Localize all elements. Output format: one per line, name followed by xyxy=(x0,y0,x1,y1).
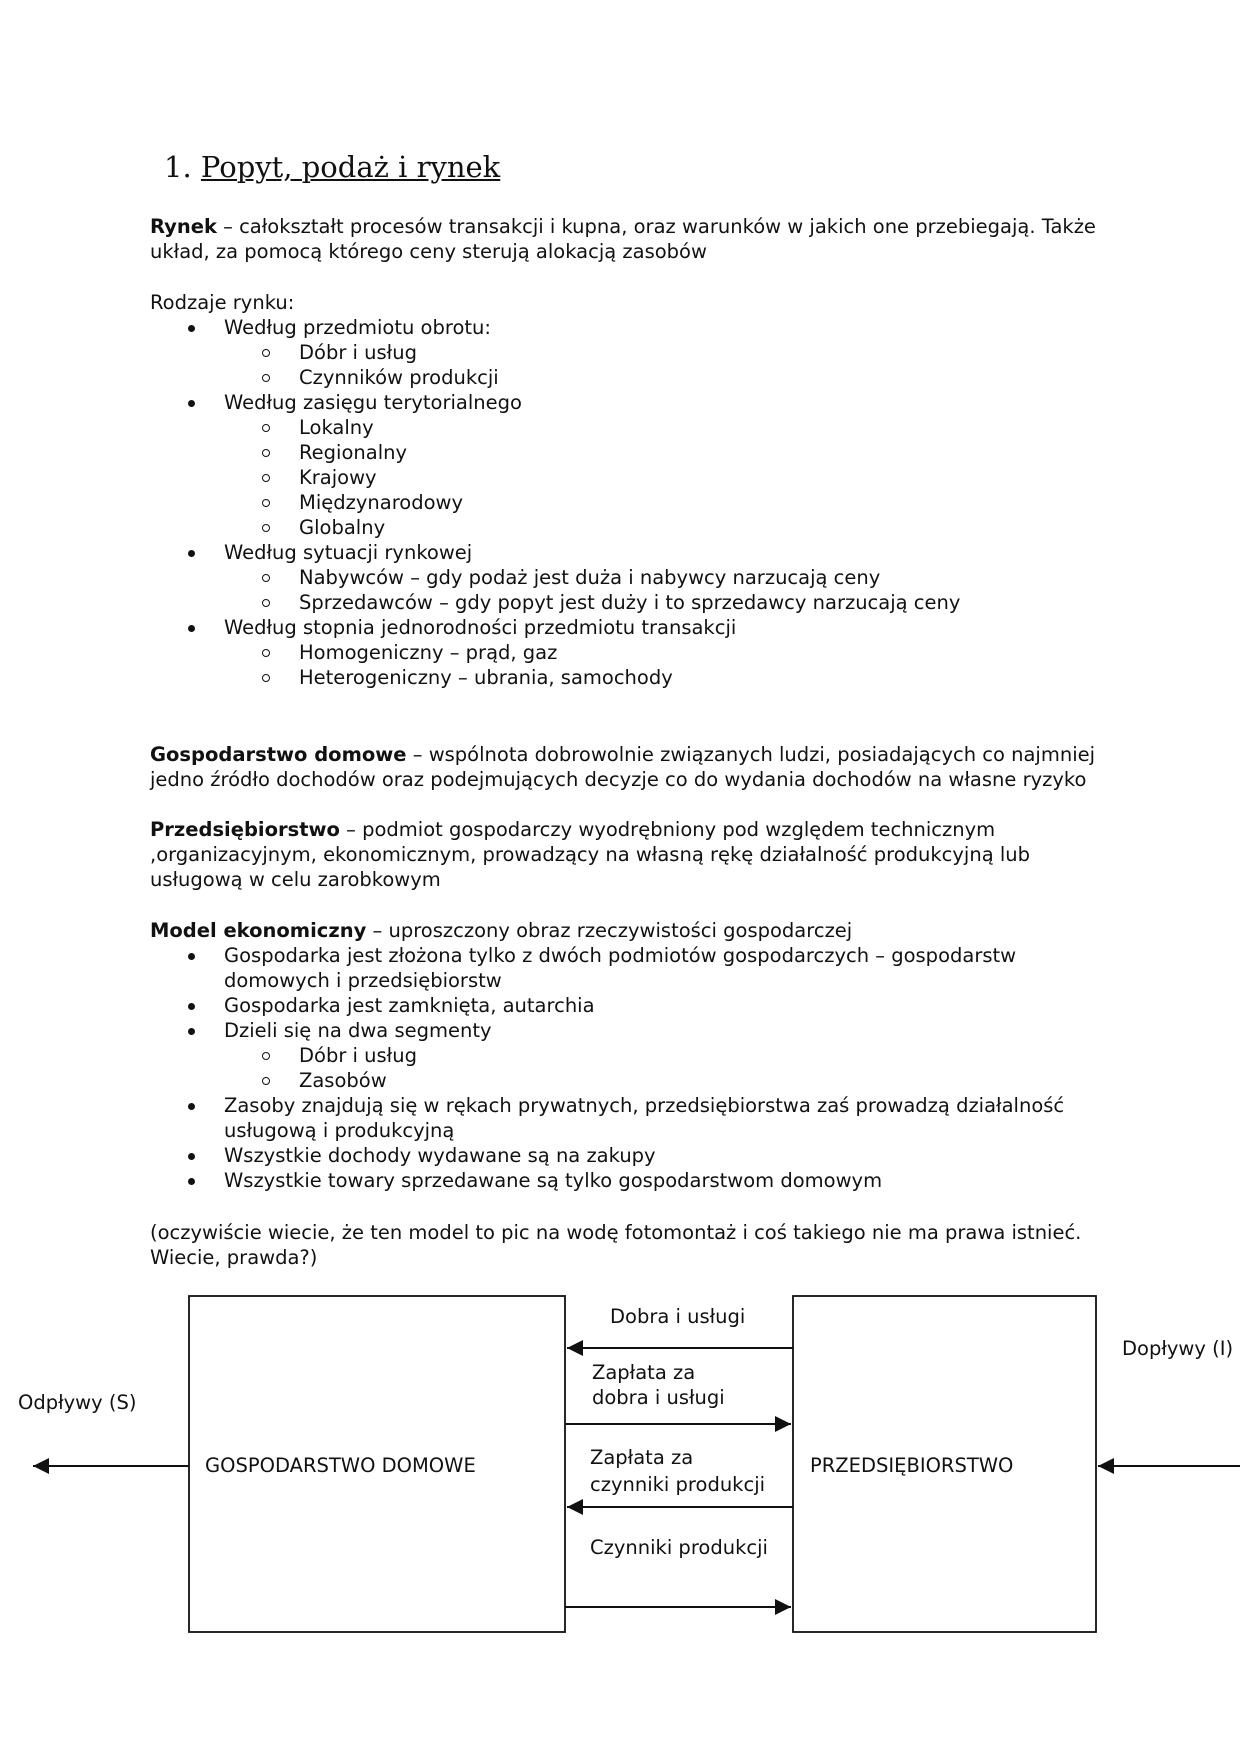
outflow-label: Odpływy (S) xyxy=(18,1391,137,1414)
sub-list-item: Homogeniczny – prąd, gaz xyxy=(224,640,1100,665)
sub-list-item: Międzynarodowy xyxy=(224,490,1100,515)
sub-list-item: Krajowy xyxy=(224,465,1100,490)
rodzaje-heading: Rodzaje rynku: xyxy=(150,291,295,314)
sub-list-item: Regionalny xyxy=(224,440,1100,465)
list-item-label: Gospodarka jest zamknięta, autarchia xyxy=(224,994,595,1017)
sub-list-item: Zasobów xyxy=(224,1068,1100,1093)
sub-list-item: Nabywców – gdy podaż jest duża i nabywcy narzucają ceny xyxy=(224,565,1100,590)
sub-list-item: Globalny xyxy=(224,515,1100,540)
model-term: Model ekonomiczny xyxy=(150,919,367,942)
sub-list-item: Dóbr i usług xyxy=(224,340,1100,365)
goods-label: Dobra i usługi xyxy=(610,1305,746,1328)
title-number: 1. xyxy=(164,150,192,184)
list-item-label: Według stopnia jednorodności przedmiotu transakcji xyxy=(224,616,737,639)
sub-list-item: Sprzedawców – gdy popyt jest duży i to sprzedawcy narzucają ceny xyxy=(224,590,1100,615)
household-label: GOSPODARSTWO DOMOWE xyxy=(205,1454,476,1477)
model-text: – uproszczony obraz rzeczywistości gospodarczej xyxy=(366,919,853,942)
inflow-label: Dopływy (I) xyxy=(1122,1337,1234,1360)
payment-factors-label-2: czynniki produkcji xyxy=(590,1473,766,1496)
note-text: (oczywiście wiecie, że ten model to pic na wodę fotomontaż i coś takiego nie ma prawa istnieć. Wiecie, prawda?) xyxy=(150,1221,1082,1269)
list-item-label: Wszystkie dochody wydawane są na zakupy xyxy=(224,1144,656,1167)
rynek-text: – całokształt procesów transakcji i kupna, oraz warunków w jakich one przebiegają. Także układ, za pomocą którego ceny sterują alokacją zasobów xyxy=(150,215,1096,263)
payment-goods-label-1: Zapłata za xyxy=(592,1361,696,1384)
payment-factors-label-1: Zapłata za xyxy=(590,1446,694,1469)
title-text: Popyt, podaż i rynek xyxy=(200,150,501,184)
list-item-label: Dzieli się na dwa segmenty xyxy=(224,1019,492,1042)
list-item-label: Według przedmiotu obrotu: xyxy=(224,316,491,339)
list-item-label: Według sytuacji rynkowej xyxy=(224,541,473,564)
factors-label: Czynniki produkcji xyxy=(590,1536,768,1559)
sub-list-item: Dóbr i usług xyxy=(224,1043,1100,1068)
firm-label: PRZEDSIĘBIORSTWO xyxy=(810,1454,1014,1477)
list-item-label: Wszystkie towary sprzedawane są tylko gospodarstwom domowym xyxy=(224,1169,883,1192)
przedsiebiorstwo-term: Przedsiębiorstwo xyxy=(150,818,340,841)
list-item-label: Zasoby znajdują się w rękach prywatnych, przedsiębiorstwa zaś prowadzą działalność usługową i produkcyjną xyxy=(224,1094,1065,1142)
przedsiebiorstwo-text: – podmiot gospodarczy wyodrębniony pod względem technicznym ,organizacyjnym, ekonomicznym, prowadzący na własną rękę działalność produkcyjną lub usługową w celu zarobkowym xyxy=(150,818,1030,891)
sub-list-item: Lokalny xyxy=(224,415,1100,440)
list-item-label: Gospodarka jest złożona tylko z dwóch podmiotów gospodarczych – gospodarstw domowych i przedsiębiorstw xyxy=(224,944,1017,992)
payment-goods-label-2: dobra i usługi xyxy=(592,1386,725,1409)
rynek-term: Rynek xyxy=(150,215,217,238)
list-item-label: Według zasięgu terytorialnego xyxy=(224,391,522,414)
gospodarstwo-text: – wspólnota dobrowolnie związanych ludzi, posiadających co najmniej jedno źródło dochodów oraz podejmujących decyzje co do wydania dochodów na własne ryzyko xyxy=(150,743,1096,791)
sub-list-item: Heterogeniczny – ubrania, samochody xyxy=(224,665,1100,690)
gospodarstwo-term: Gospodarstwo domowe xyxy=(150,743,407,766)
sub-list-item: Czynników produkcji xyxy=(224,365,1100,390)
